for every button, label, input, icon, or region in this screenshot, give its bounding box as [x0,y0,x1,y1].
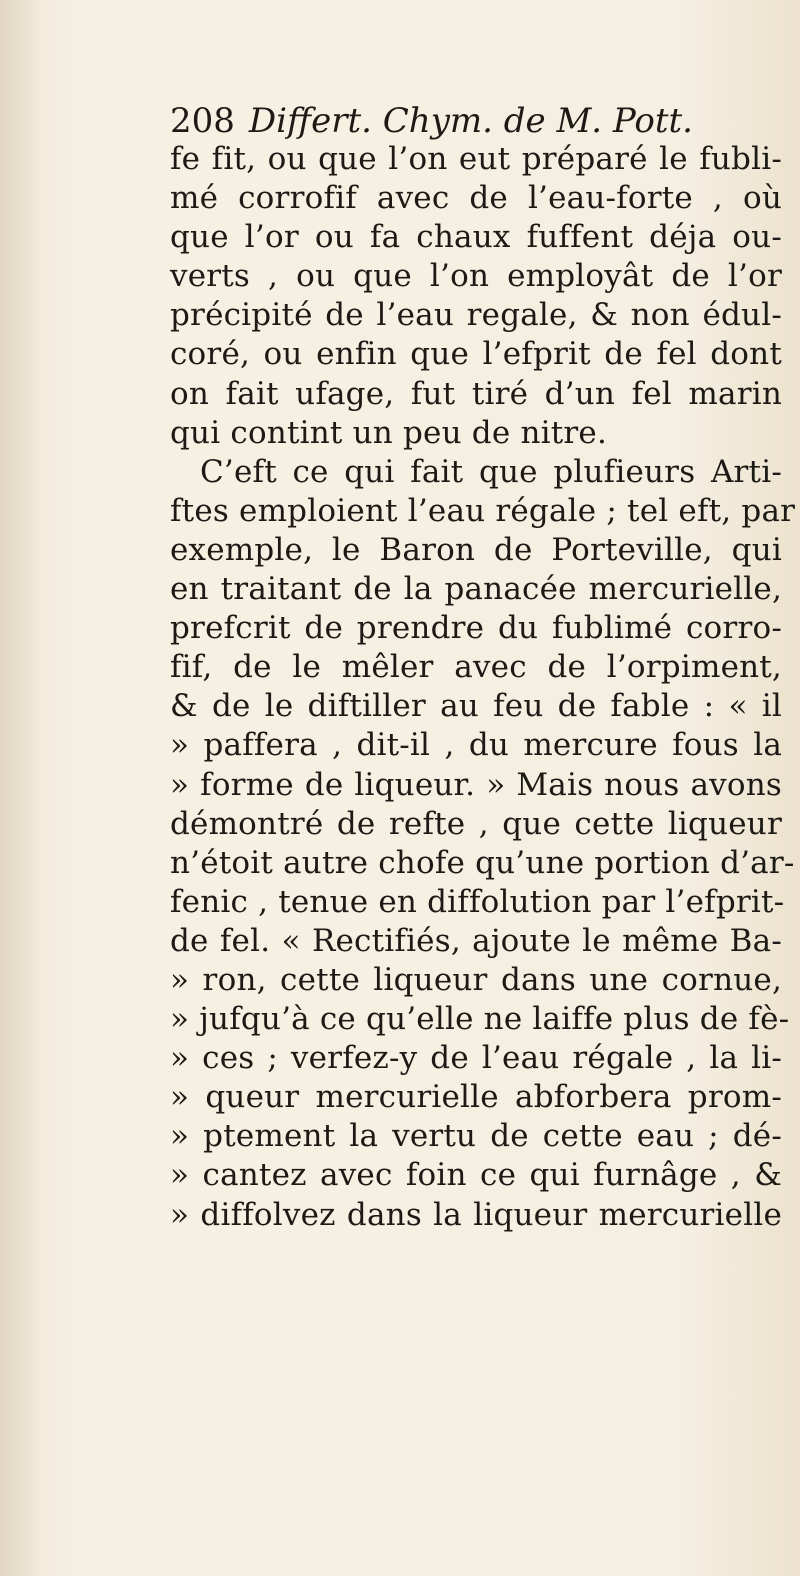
text-line: coré, ou enfin que l’efprit de fel dont [170,336,782,373]
text-line: fif, de le mêler avec de l’orpiment, [170,649,782,686]
text-line: » ron, cette liqueur dans une cornue, [170,961,782,998]
text-line: en traitant de la panacée mercurielle, [170,571,782,608]
text-line: » queur mercurielle abforbera prom- [170,1079,782,1116]
text-line: démontré de refte , que cette liqueur [170,805,782,842]
text-line: verts , ou que l’on employât de l’or [170,258,782,295]
text-line: précipité de l’eau regale, & non édul- [170,297,782,334]
text-line: » jufqu’à ce qu’elle ne laiffe plus de fè- [170,1001,790,1038]
running-title: Differt. Chym. de M. Pott. [248,101,693,141]
text-line: » ptement la vertu de cette eau ; dé- [170,1118,782,1155]
text-line: prefcrit de prendre du fublimé corro- [170,610,782,647]
text-line: de fel. « Rectifiés, ajoute le même Ba- [170,922,782,959]
text-line: on fait ufage, fut tiré d’un fel marin [170,375,782,412]
page-number: 208 [170,101,235,141]
text-line: » cantez avec foin ce qui furnâge , & [170,1157,782,1194]
text-line: » diffolvez dans la liqueur mercurielle [170,1196,782,1233]
text-line: n’étoit autre chofe qu’une portion d’ar- [170,844,795,881]
text-line: » paffera , dit-il , du mercure fous la [170,727,782,764]
text-line: fe fit, ou que l’on eut préparé le fubli- [170,141,782,177]
text-line: » forme de liqueur. » Mais nous avons [170,766,782,803]
text-line: mé corrofif avec de l’eau-forte , où [170,180,782,217]
text-line: C’eft ce qui fait que plufieurs Arti- [200,453,782,490]
text-line: & de le diftiller au feu de fable : « il [170,688,782,725]
text-line: ftes emploient l’eau régale ; tel eft, par [170,492,796,529]
page-header [170,98,693,144]
text-line: qui contint un peu de nitre. [170,414,608,451]
text-line: » ces ; verfez-y de l’eau régale , la li- [170,1040,782,1077]
body-text [170,140,796,1235]
text-line: que l’or ou fa chaux fuffent déja ou- [170,219,782,256]
text-line: exemple, le Baron de Porteville, qui [170,531,782,568]
text-line: fenic , tenue en diffolution par l’efprit- [170,883,785,920]
gutter-shadow [0,0,44,1576]
